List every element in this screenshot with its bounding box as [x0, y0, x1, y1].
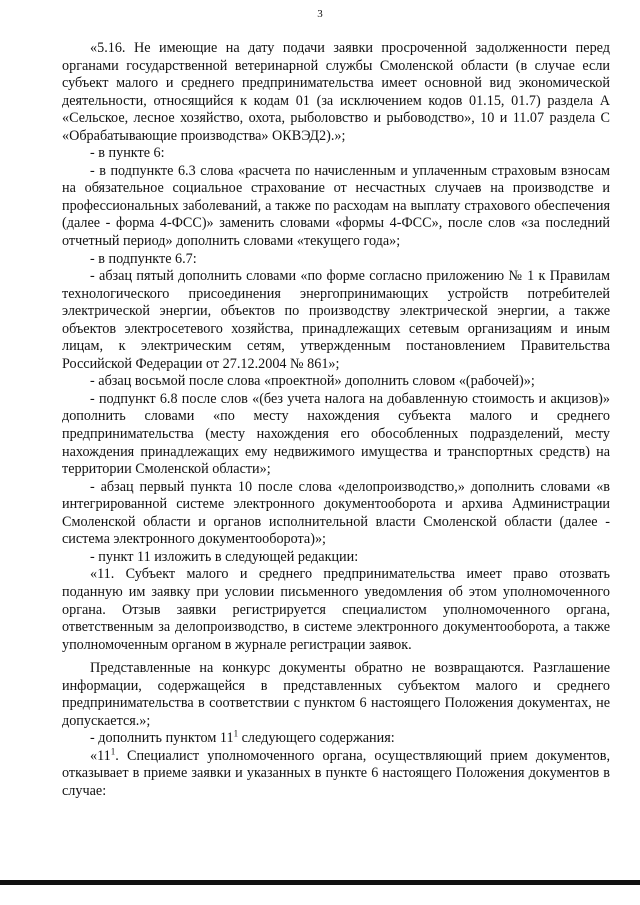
paragraph-5-16: «5.16. Не имеющие на дату подачи заявки просроченной задолженности перед органами государственной ветеринарной службы Смоленской области (в случае если субъект малого и среднего предпринимательства имеет основной вид экономической деятельности, относящийся к кодам 01 (за исключением кодов 01.15, 01.7) раздела А «Сельское, лесное хозяйство, охота, рыболовство и рыбоводство», 10 и 11.07 раздела С «Обрабатывающие производства» ОКВЭД2).»;	[62, 40, 610, 144]
bottom-scan-border	[0, 880, 640, 885]
paragraph-point-10: - абзац первый пункта 10 после слова «делопроизводство,» дополнить словами «в интегрированной системе электронного документооборота и архива Администрации Смоленской области и органов исполнительной власти Смоленской области (далее - система электронного документооборота)»;	[62, 478, 610, 548]
paragraph-point-6: - в пункте 6:	[90, 145, 165, 162]
paragraph-point-11-intro: - пункт 11 изложить в следующей редакции:	[90, 548, 359, 565]
text-after: . Специалист уполномоченного органа, осуществляющий прием документов, отказывает в приеме заявки и указанных в пункте 6 настоящего Положения документов в случае:	[62, 747, 610, 799]
paragraph-documents-not-returned: Представленные на конкурс документы обратно не возвращаются. Разглашение информации, содержащейся в представленных субъектом малого и среднего предпринимательства в соответствии с пунктом 6 настоящего Положения документах, не допускается.»;	[62, 660, 610, 729]
paragraph-point-11-1-intro	[62, 730, 610, 748]
intro-superscript: 1	[233, 728, 239, 739]
intro-before: - дополнить пунктом 11	[90, 730, 234, 747]
paragraph-fifth-abzac: - абзац пятый дополнить словами «по форме согласно приложению № 1 к Правилам технологического присоединения энергопринимающих устройств потребителей электрической энергии, объектов по производству электрической энергии, а также объектов электросетевого хозяйства, принадлежащих сетевым организациям и иным лицам, к электрическим сетям, утвержденным постановлением Правительства Российской Федерации от 27.12.2004 № 861»;	[62, 268, 610, 372]
paragraph-subpoint-6-8: - подпункт 6.8 после слов «(без учета налога на добавленную стоимость и акцизов)» дополнить словами «по месту нахождения субъекта малого и среднего предпринимательства (месту нахождения его обособленных подразделений, месту нахождения принадлежащих ему недвижимого имущества и транспортных средств) на территории Смоленской области»;	[62, 390, 610, 478]
paragraph-point-11-text: «11. Субъект малого и среднего предпринимательства имеет право отозвать поданную им заявку при условии письменного уведомления об этом уполномоченного органа. Отзыв заявки регистрируется специалистом уполномоченного органа, ответственным за делопроизводство, в системе электронного документооборота, а также уполномоченным органом в журнале регистрации заявок.	[62, 566, 610, 653]
paragraph-subpoint-6-7: - в подпункте 6.7:	[90, 250, 197, 267]
intro-after: следующего содержания:	[238, 730, 395, 747]
paragraph-point-11-1-text	[62, 748, 610, 801]
paragraph-subpoint-6-3: - в подпункте 6.3 слова «расчета по начисленным и уплаченным страховым взносам на обязательное социальное страхование от несчастных случаев на производстве и профессиональных заболеваний, а также по расходам на выплату страхового обеспечения (далее - форма 4-ФСС)» заменить словами «формы 4-ФСС», после слов «за последний отчетный период» дополнить словами «текущего года»;	[62, 162, 610, 250]
text-before: «11	[90, 747, 111, 764]
page-number: 3	[317, 8, 323, 20]
text-superscript: 1	[110, 746, 116, 757]
paragraph-eighth-abzac: - абзац восьмой после слова «проектной» дополнить словом «(рабочей)»;	[90, 373, 535, 390]
document-body	[62, 40, 610, 801]
